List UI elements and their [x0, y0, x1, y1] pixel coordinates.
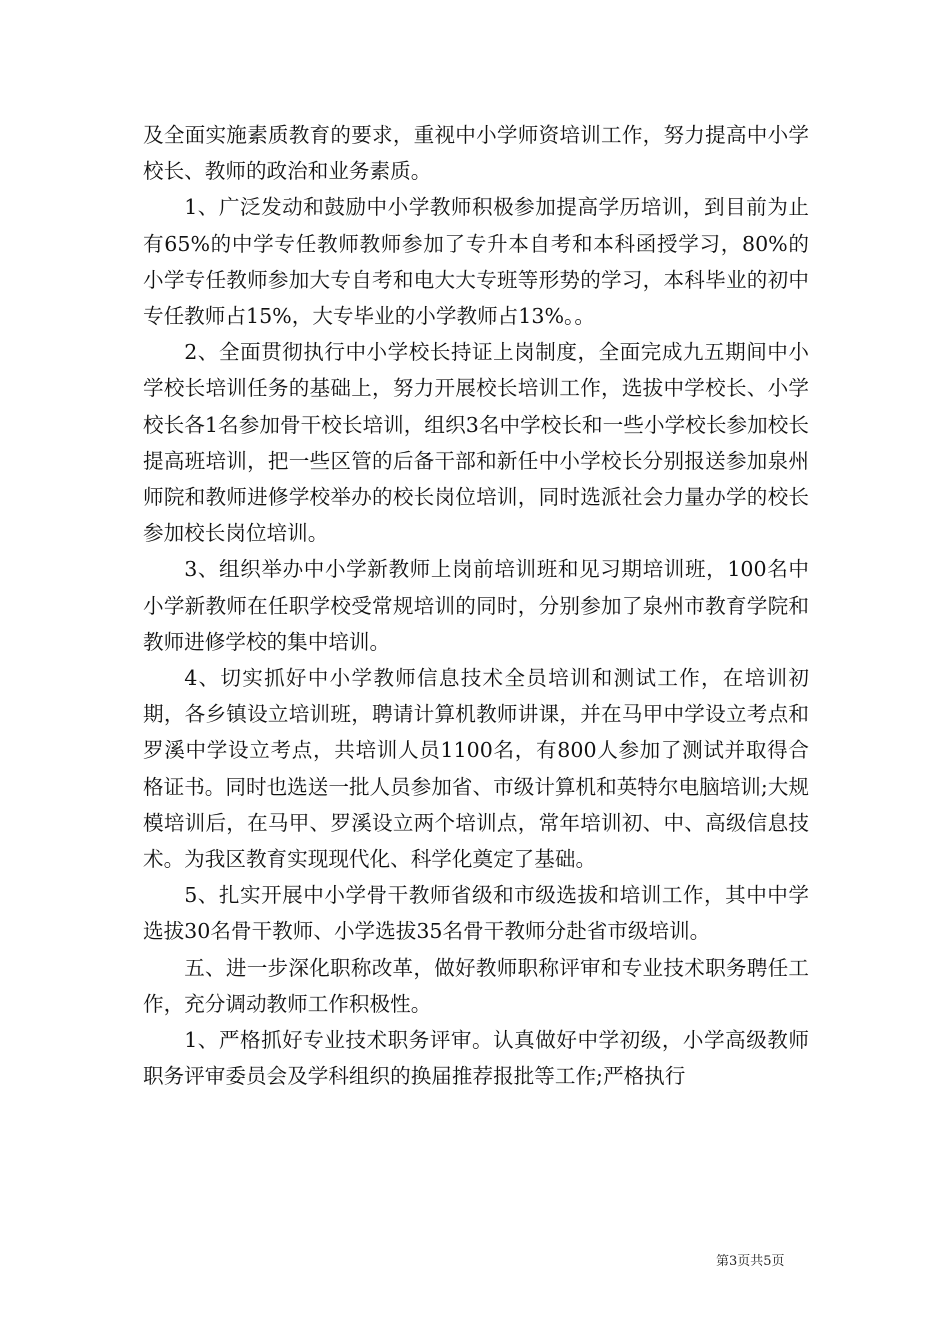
paragraph-item-5: 5、扎实开展中小学骨干教师省级和市级选拔和培训工作，其中中学选拔30名骨干教师、小学选拔35名骨干教师分赴省市级培训。: [143, 883, 809, 944]
paragraph-continuation: 及全面实施素质教育的要求，重视中小学师资培训工作，努力提高中小学校长、教师的政治和业务素质。: [143, 123, 809, 184]
section-heading-5: 五、进一步深化职称改革，做好教师职称评审和专业技术职务聘任工作，充分调动教师工作积极性。: [143, 955, 809, 1016]
paragraph-item-4: 4、切实抓好中小学教师信息技术全员培训和测试工作，在培训初期，各乡镇设立培训班，聘请计算机教师讲课，并在马甲中学设立考点和罗溪中学设立考点，共培训人员1100名，有800人参加了测试并取得合格证书。同时也选送一批人员参加省、市级计算机和英特尔电脑培训;大规模培训后，在马甲、罗溪设立两个培训点，常年培训初、中、高级信息技术。为我区教育实现现代化、科学化奠定了基础。: [143, 666, 809, 872]
paragraph-item-3: 3、组织举办中小学新教师上岗前培训班和见习期培训班，100名中小学新教师在任职学校受常规培训的同时，分别参加了泉州市教育学院和教师进修学校的集中培训。: [143, 557, 809, 654]
paragraph-item-2: 2、全面贯彻执行中小学校长持证上岗制度，全面完成九五期间中小学校长培训任务的基础上，努力开展校长培训工作，选拔中学校长、小学校长各1名参加骨干校长培训，组织3名中学校长和一些小学校长参加校长提高班培训，把一些区管的后备干部和新任中小学校长分别报送参加泉州师院和教师进修学校举办的校长岗位培训，同时选派社会力量办学的校长参加校长岗位培训。: [143, 340, 809, 546]
page-number: 第3页共5页: [716, 1254, 785, 1269]
paragraph-item-1: 1、广泛发动和鼓励中小学教师积极参加提高学历培训，到目前为止有65%的中学专任教师教师参加了专升本自考和本科函授学习，80%的小学专任教师参加大专自考和电大大专班等形势的学习，本科毕业的初中专任教师占15%，大专毕业的小学教师占13%。。: [143, 195, 809, 329]
paragraph-item-5-1: 1、严格抓好专业技术职务评审。认真做好中学初级，小学高级教师职务评审委员会及学科组织的换届推荐报批等工作;严格执行: [143, 1028, 809, 1089]
document-body: [143, 117, 809, 1094]
